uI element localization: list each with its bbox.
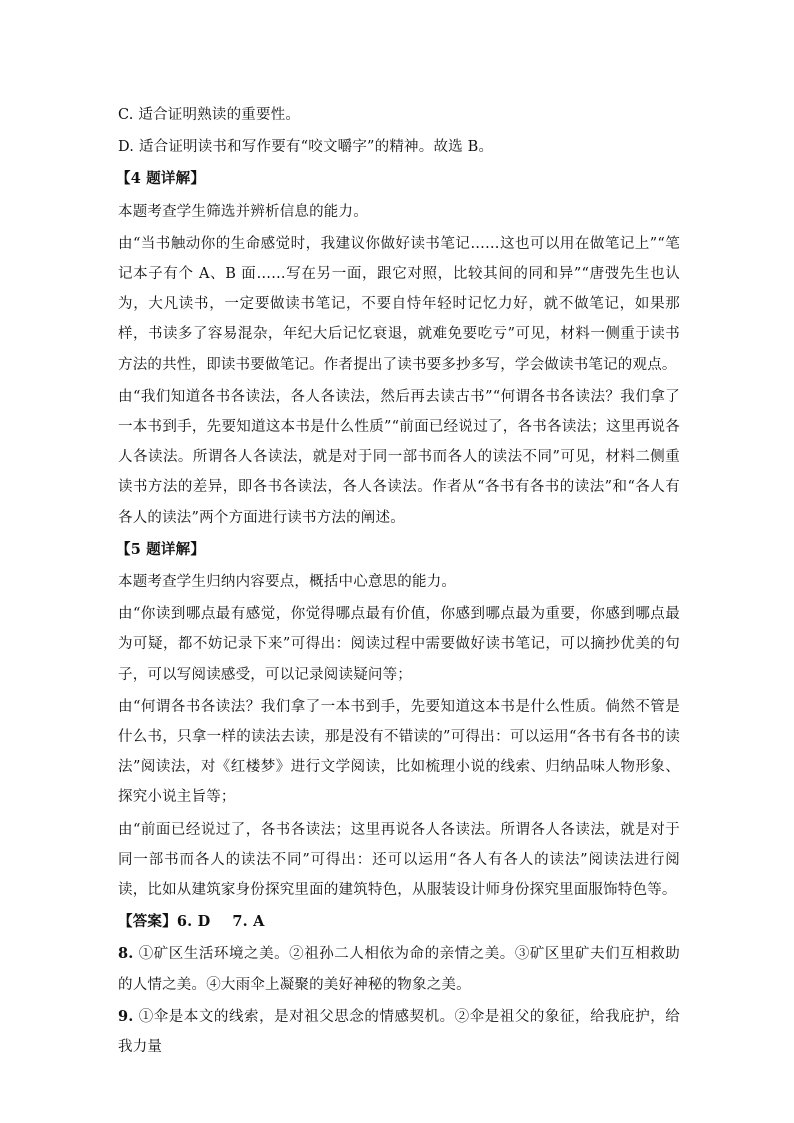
q8-answer: [118, 939, 680, 999]
q9-text: ①伞是本文的线索，是对祖父思念的情感契机。②伞是祖父的象征，给我庇护，给我力量: [118, 1008, 680, 1056]
q4-paragraph-1: 由“当书触动你的生命感觉时，我建议你做好读书笔记……这也可以用在做笔记上”“笔记本子有个 A、B 面……写在另一面，跟它对照，比较其间的同和异”“唐弢先生也认为，大凡读书，一定要做读书笔记，不要自恃年轻时记忆力好，就不做笔记，如果那样，书读多了容易混杂，年纪大后记忆衰退，就难免要吃亏”可见，材料一侧重于读书方法的共性，即读书要做笔记。作者提出了读书要多抄多写，学会做读书笔记的观点。: [118, 235, 680, 373]
q4-paragraph-2: 由“我们知道各书各读法，各人各读法，然后再去读古书”“何谓各书各读法？我们拿了一本书到手，先要知道这本书是什么性质”“前面已经说过了，各书各读法；这里再说各人各读法。所谓各人各读法，就是对于同一部书而各人的读法不同”可见，材料二侧重读书方法的差异，即各书各读法，各人各读法。作者从“各书有各书的读法”和“各人有各人的读法”两个方面进行读书方法的阐述。: [118, 388, 680, 526]
q5-intro: 本题考查学生归纳内容要点，概括中心意思的能力。: [118, 574, 457, 591]
answer-q6: 6. D: [176, 913, 211, 931]
q5-paragraph-1: 由“你读到哪点最有感觉，你觉得哪点最有价值，你感到哪点最为重要，你感到哪点最为可疑，都不妨记录下来”可得出：阅读过程中需要做好读书笔记，可以摘抄优美的句子，可以写阅读感受，可以记录阅读疑问等；: [118, 606, 680, 683]
line-option-d: D. 适合证明读书和写作要有“咬文嚼字”的精神。故选 B。: [118, 139, 494, 156]
document-page: [118, 100, 680, 1064]
answer-line: [118, 907, 680, 937]
q5-paragraph-3: 由“前面已经说过了，各书各读法；这里再说各人各读法。所谓各人各读法，就是对于同一部书而各人的读法不同”可得出：还可以运用“各人有各人的读法”阅读法进行阅读，比如从建筑家身份探究里面的建筑特色，从服装设计师身份探究里面服饰特色等。: [118, 821, 680, 899]
section-heading-q5: 【5 题详解】: [116, 540, 206, 558]
q5-paragraph-2: 由“何谓各书各读法？我们拿了一本书到手，先要知道这本书是什么性质。倘然不管是什么书，只拿一样的读法去读，那是没有不错读的”可得出：可以运用“各书有各书的读法”阅读法，对《红楼梦》进行文学阅读，比如梳理小说的线索、归纳品味人物形象、探究小说主旨等；: [118, 698, 680, 806]
q8-text: ①矿区生活环境之美。②祖孙二人相依为命的亲情之美。③矿区里矿夫们互相救助的人情之美。④大雨伞上凝聚的美好神秘的物象之美。: [118, 946, 680, 993]
line-option-c: C. 适合证明熟读的重要性。: [118, 107, 301, 123]
q4-intro: 本题考查学生筛选并辨析信息的能力。: [118, 203, 368, 220]
q8-number: 8.: [118, 945, 134, 963]
q9-number: 9.: [118, 1007, 134, 1025]
q9-answer: [118, 1002, 680, 1062]
section-heading-q4: 【4 题详解】: [116, 170, 206, 188]
answer-label: 【答案】: [118, 913, 177, 931]
answer-q7: 7. A: [232, 913, 265, 931]
